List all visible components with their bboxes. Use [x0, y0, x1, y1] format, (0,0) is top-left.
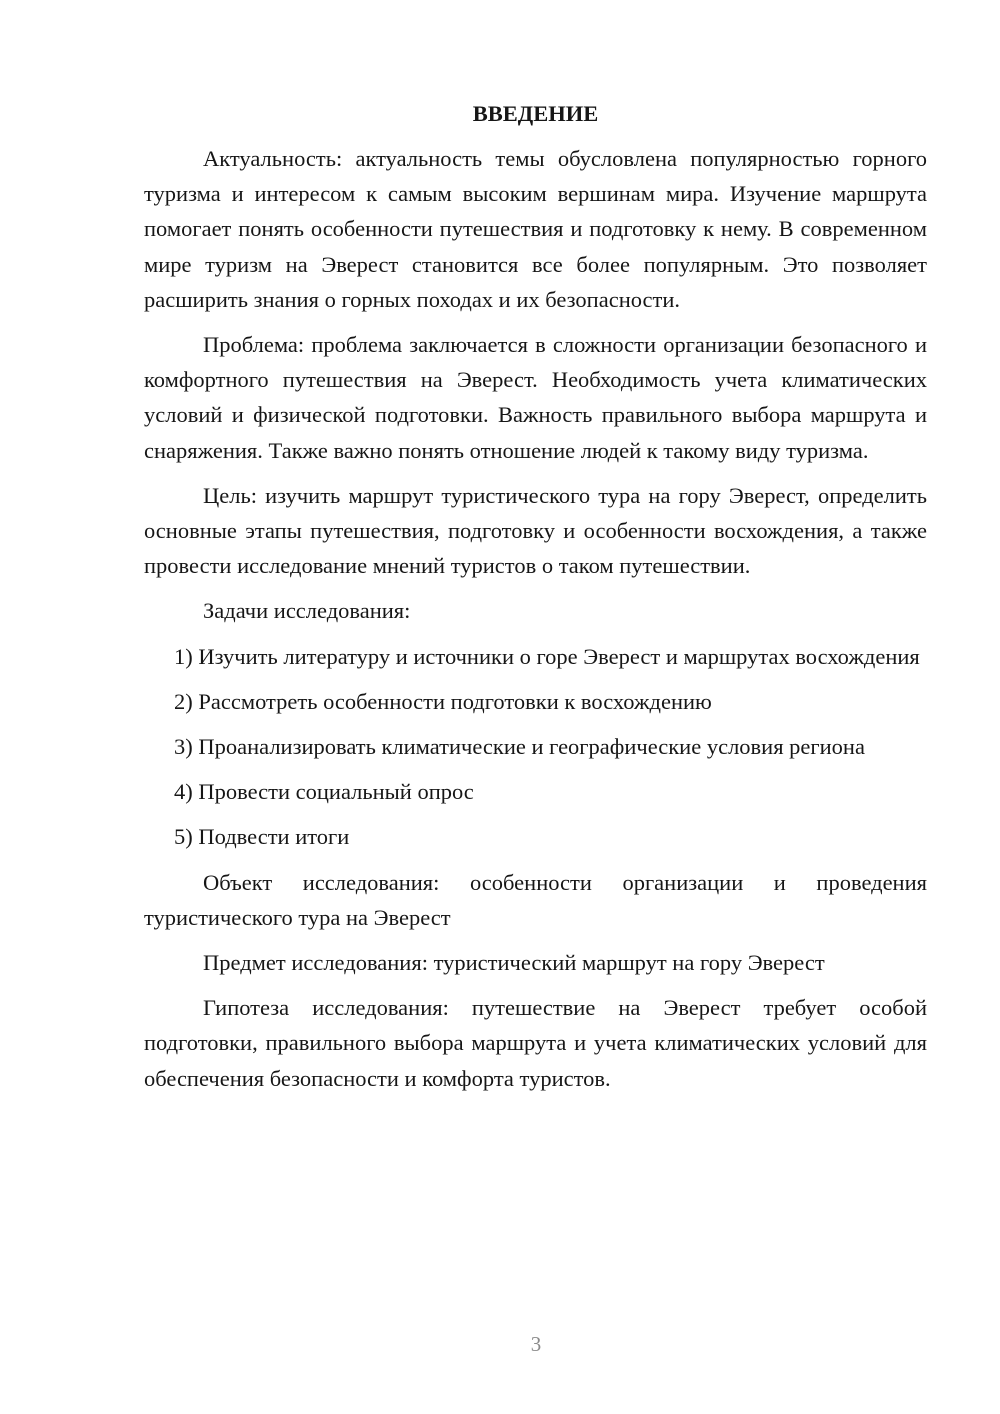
page-number: 3	[530, 1332, 542, 1356]
page-title: ВВЕДЕНИЕ	[472, 101, 599, 126]
paragraph-object: Объект исследования: особенности организации и проведения туристического тура на Эверест	[144, 869, 927, 930]
paragraph-goal: Цель: изучить маршрут туристического тура на гору Эверест, определить основные этапы путешествия, подготовку и особенности восхождения, а также провести исследование мнений туристов о таком путешествии.	[144, 482, 927, 579]
tasks-heading: Задачи исследования:	[203, 598, 411, 624]
paragraph-relevance: Актуальность: актуальность темы обусловлена популярностью горного туризма и интересом к самым высоким вершинам мира. Изучение маршрута помогает понять особенности путешествия и подготовку к нему. В современном мире туризм на Эверест становится все более популярным. Это позволяет расширить знания о горных походах и их безопасности.	[144, 146, 927, 312]
task-item-5: 5) Подвести итоги	[174, 824, 350, 850]
task-item-1: 1) Изучить литературу и источники о горе Эверест и маршрутах восхождения	[174, 643, 920, 669]
task-item-4: 4) Провести социальный опрос	[174, 779, 474, 805]
paragraph-hypothesis: Гипотеза исследования: путешествие на Эверест требует особой подготовки, правильного выбора маршрута и учета климатических условий для обеспечения безопасности и комфорта туристов.	[144, 995, 927, 1091]
paragraph-problem: Проблема: проблема заключается в сложности организации безопасного и комфортного путешествия на Эверест. Необходимость учета климатических условий и физической подготовки. Важность правильного выбора маршрута и снаряжения. Также важно понять отношение людей к такому виду туризма.	[144, 332, 927, 463]
paragraph-subject: Предмет исследования: туристический маршрут на гору Эверест	[203, 950, 825, 976]
task-item-3: 3) Проанализировать климатические и географические условия региона	[174, 734, 865, 760]
document-body	[144, 96, 927, 1096]
task-item-2: 2) Рассмотреть особенности подготовки к восхождению	[174, 688, 712, 714]
